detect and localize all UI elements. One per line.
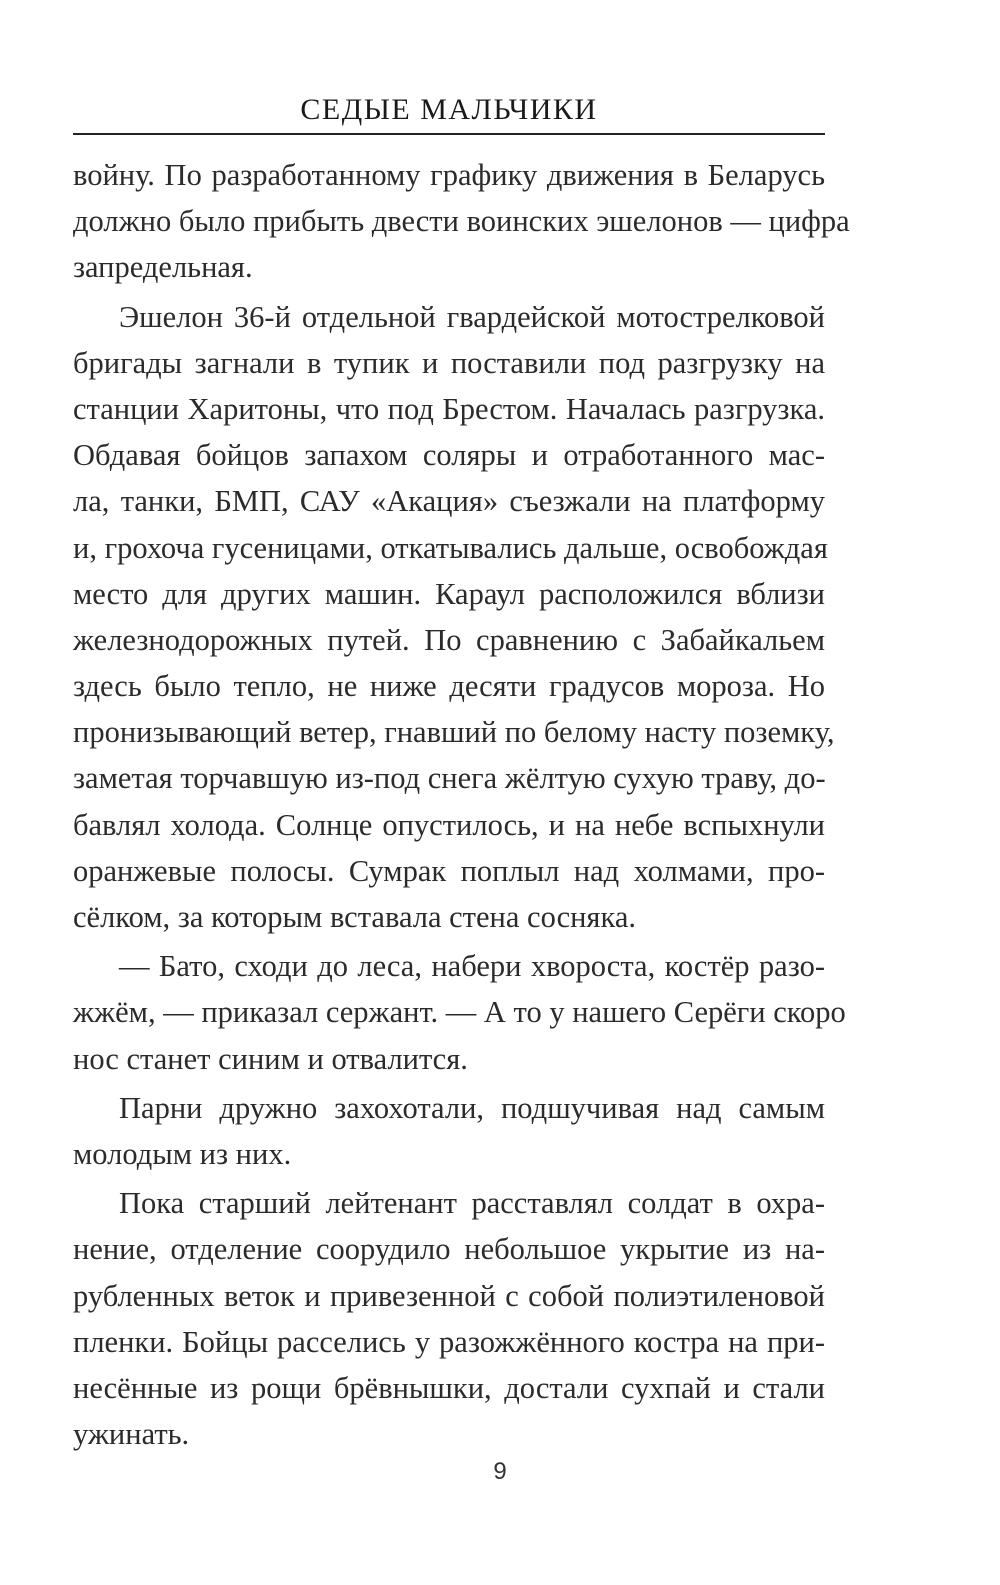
text-line: запредельная. xyxy=(73,250,253,285)
text-line: должно было прибыть двести воинских эшелонов — цифра xyxy=(73,204,850,239)
text-line: молодым из них. xyxy=(73,1136,292,1171)
text-line: несённые из рощи брёвнышки, достали сухпай и стали xyxy=(73,1370,825,1405)
text-line: место для других машин. Караул расположился вблизи xyxy=(73,576,825,611)
text-line: Пока старший лейтенант расставлял солдат в охра- xyxy=(119,1186,825,1221)
text-line: и, грохоча гусеницами, откатывались дальше, освобождая xyxy=(73,530,828,565)
text-line: нение, отделение соорудило небольшое укрытие из на- xyxy=(73,1232,825,1267)
text-line: пленки. Бойцы расселись у разожжённого костра на при- xyxy=(73,1324,825,1359)
text-line: Парни дружно захохотали, подшучивая над самым xyxy=(119,1090,825,1125)
text-line: ужинать. xyxy=(73,1417,190,1452)
running-head: СЕДЫЕ МАЛЬЧИКИ xyxy=(300,93,598,126)
text-line: здесь было тепло, не ниже десяти градусов мороза. Но xyxy=(73,669,825,704)
page-number: 9 xyxy=(493,1458,507,1485)
text-line: сёлком, за которым вставала стена сосняка. xyxy=(73,900,636,934)
text-line: бавлял холода. Солнце опустилось, и на небе вспыхнули xyxy=(73,807,825,842)
text-line: ла, танки, БМП, САУ «Акация» съезжали на платформу xyxy=(73,484,825,519)
text-line: войну. По разработанному графику движения в Беларусь xyxy=(73,158,825,192)
text-line: Эшелон 36-й отдельной гвардейской мотострелковой xyxy=(119,299,825,334)
text-line: жжём, — приказал сержант. — А то у нашего Серёги скоро xyxy=(73,995,846,1030)
text-line: Обдавая бойцов запахом соляры и отработанного мас- xyxy=(73,438,825,473)
text-line: нос станет синим и отвалится. xyxy=(73,1041,468,1076)
header-rule xyxy=(73,133,825,135)
paragraph xyxy=(73,152,850,291)
paragraph xyxy=(73,1085,825,1177)
paragraph xyxy=(73,294,835,941)
text-line: — Бато, сходи до леса, набери хвороста, костёр разо- xyxy=(119,949,825,984)
text-line: бригады загнали в тупик и поставили под разгрузку на xyxy=(73,345,825,380)
text-line: оранжевые полосы. Сумрак поплыл над холмами, про- xyxy=(73,853,825,888)
text-line: рубленных веток и привезенной с собой полиэтиленовой xyxy=(73,1278,825,1313)
text-line: станции Харитоны, что под Брестом. Началась разгрузка. xyxy=(73,391,825,426)
text-line: пронизывающий ветер, гнавший по белому насту поземку, xyxy=(73,715,835,750)
text-line: железнодорожных путей. По сравнению с Забайкальем xyxy=(73,622,825,657)
paragraph xyxy=(73,1180,825,1457)
paragraph xyxy=(73,943,846,1082)
body-text xyxy=(73,152,850,1457)
text-line: заметая торчавшую из-под снега жёлтую сухую траву, до- xyxy=(73,761,826,796)
